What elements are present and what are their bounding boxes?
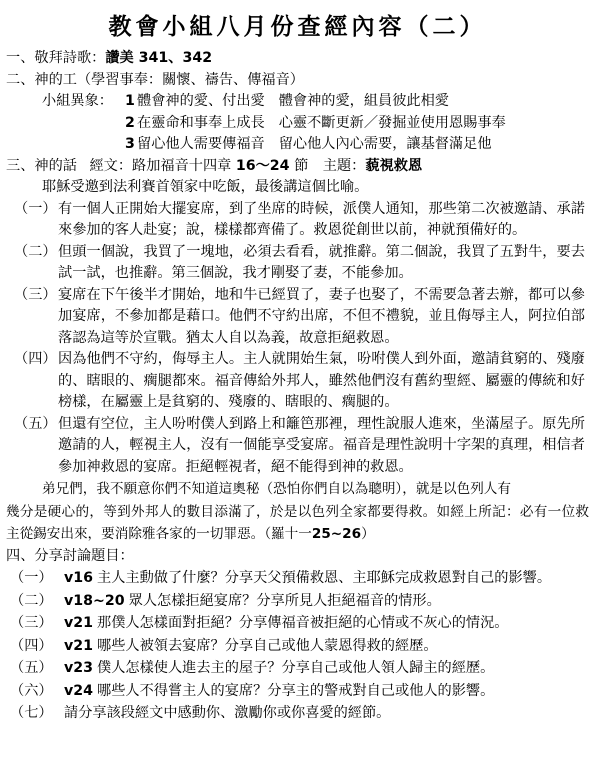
section-work-sub: （學習事奉：關懷、禱告、傳福音） (76, 71, 304, 88)
section-worship (6, 48, 589, 70)
paragraph (6, 285, 589, 350)
paragraph-text: 宴席在下午後半才開始，地和牛已經買了，妻子也娶了，不需要急著去辦，都可以參加宴席，不參加都是藉口。他們不守約出席，不但不禮貌，並且侮辱主人，阿拉伯部落認為這等於宣戰。猶太人自以為義，故意拒絕救恩。 (58, 286, 585, 346)
section-work-label: 二、神的工 (6, 71, 77, 88)
paragraph-text: 因為他們不守約，侮辱主人。主人就開始生氣，吩咐僕人到外面，邀請貧窮的、殘廢的、瞎眼的、瘸腿都來。福音傳給外邦人，雖然他們沒有舊約聖經、屬靈的傳統和好榜樣，在屬靈上是貧窮的、殘廢的、瞎眼的、瘸腿的。 (58, 351, 585, 410)
question-num: （三） (10, 615, 53, 631)
question-text: 請分享該段經文中感動你、激勵你或你喜愛的經節。 (64, 705, 391, 721)
question-num: （四） (10, 637, 53, 654)
closing-quote-rest: 幾分是硬心的，等到外邦人的數目添滿了，於是以色列全家都要得救。如經上所記：必有一位救主從錫安出來，要消除雅各家的一切罪惡。（羅十一 (6, 503, 589, 542)
paragraph-text: 但還有空位，主人吩咐僕人到路上和籬笆那裡，理性說服人進來，坐滿屋子。原先所邀請的人，輕視主人，沒有一個能享受宴席。福音是理性說明十字架的真理，相信者參加神救恩的宴席。拒絕輕視者，絕不能得到神的救恩。 (58, 415, 585, 475)
question (6, 636, 589, 658)
question-text: 僕人怎樣使人進去主的屋子？分享自己或他人領人歸主的經歷。 (97, 660, 495, 676)
scripture-verses: 16～24 (235, 157, 290, 174)
vision-label: 小組異象： (42, 93, 113, 109)
question (6, 613, 589, 635)
section-word-label: 三、神的話 (6, 157, 77, 174)
paragraph-num: （五） (14, 415, 57, 432)
question-ref: v24 (64, 682, 93, 699)
section-worship-content: 讚美 341、342 (105, 50, 213, 66)
section-discussion (6, 546, 589, 568)
question-ref: v21 (64, 637, 93, 654)
question-num: （七） (10, 705, 53, 721)
vision-num: 1 (125, 93, 135, 109)
question-text: 哪些人不得嘗主人的宴席？分享主的警戒對自己或他人的影響。 (97, 682, 495, 699)
paragraph-text: 有一個人正開始大擺宴席，到了坐席的時候，派僕人通知，那些第二次被邀請、承諾來參加的客人赴宴；說，樣樣都齊備了。救恩從創世以前，神就預備好的。 (58, 200, 585, 238)
paragraph-text: 但頭一個說，我買了一塊地，必須去看看，就推辭。第二個說，我買了五對牛，要去試一試，也推辭。第三個說，我才剛娶了妻，不能參加。 (58, 243, 585, 281)
vision-item-a: 在靈命和事奉上成長 (137, 114, 265, 131)
vision-item-b: 留心他人內心需要，讓基督滿足他 (278, 136, 492, 152)
scripture-intro: 耶穌受邀到法利賽首領家中吃飯，最後講這個比喻。 (42, 179, 369, 195)
question (6, 681, 589, 703)
vision-item-a: 留心他人需要傳福音 (137, 136, 265, 152)
section-word (6, 156, 589, 178)
vision-item-a: 體會神的愛、付出愛 (137, 93, 265, 109)
section-worship-label: 一、敬拜詩歌： (6, 50, 106, 66)
vision-item-b: 心靈不斷更新／發掘並使用恩賜事奉 (278, 114, 506, 131)
vision-num: 3 (125, 136, 135, 152)
closing-quote-end: ） (361, 526, 375, 542)
question (6, 568, 589, 590)
vision-row (6, 91, 589, 113)
question-num: （五） (10, 660, 53, 676)
question-num: （六） (10, 682, 53, 699)
question-num: （二） (10, 592, 53, 609)
vision-row (6, 113, 589, 135)
paragraph-num: （二） (14, 243, 57, 260)
paragraph (6, 199, 589, 242)
question (6, 658, 589, 680)
closing-quote (6, 478, 589, 546)
paragraph (6, 414, 589, 479)
question-ref: v16 (64, 570, 93, 586)
theme-label: 主題： (322, 157, 366, 174)
page-title: 教會小組八月份查經內容（二） (108, 13, 487, 40)
question-text: 眾人怎樣拒絕宴席？分享所見人拒絕福音的情形。 (128, 592, 441, 609)
scripture-verses-suffix: 節 (294, 157, 309, 174)
vision-item-b: 體會神的愛，組員彼此相愛 (278, 93, 449, 109)
question-text: 哪些人被領去宴席？分享自己或他人蒙恩得救的經歷。 (97, 637, 438, 654)
theme: 藐視救恩 (365, 157, 423, 174)
section-discussion-label: 四、分享討論題目： (6, 547, 134, 564)
paragraph-num: （四） (14, 351, 57, 367)
paragraph-num: （一） (14, 200, 57, 217)
question-ref: v23 (64, 660, 93, 676)
question (6, 703, 589, 725)
paragraph (6, 242, 589, 285)
question-ref: v18~20 (64, 592, 125, 609)
question (6, 591, 589, 613)
section-work (6, 70, 589, 92)
vision-num: 2 (125, 114, 135, 131)
vision-row (6, 134, 589, 156)
question-text: 那僕人怎樣面對拒絕？分享傳福音被拒絕的心情或不灰心的情況。 (97, 615, 509, 631)
closing-quote-ref: 25~26 (311, 526, 362, 542)
closing-quote-first-line: 弟兄們，我不願意你們不知道這奧秘（恐怕你們自以為聰明），就是以色列人有 (42, 481, 511, 497)
scripture-label: 經文：路加福音十四章 (89, 157, 232, 174)
closing-quote-body (6, 501, 589, 546)
question-num: （一） (10, 570, 53, 586)
question-text: 主人主動做了什麼？分享天父預備救恩、主耶穌完成救恩對自己的影響。 (97, 570, 552, 586)
paragraph-num: （三） (14, 286, 57, 303)
question-ref: v21 (64, 615, 93, 631)
paragraph (6, 349, 589, 414)
